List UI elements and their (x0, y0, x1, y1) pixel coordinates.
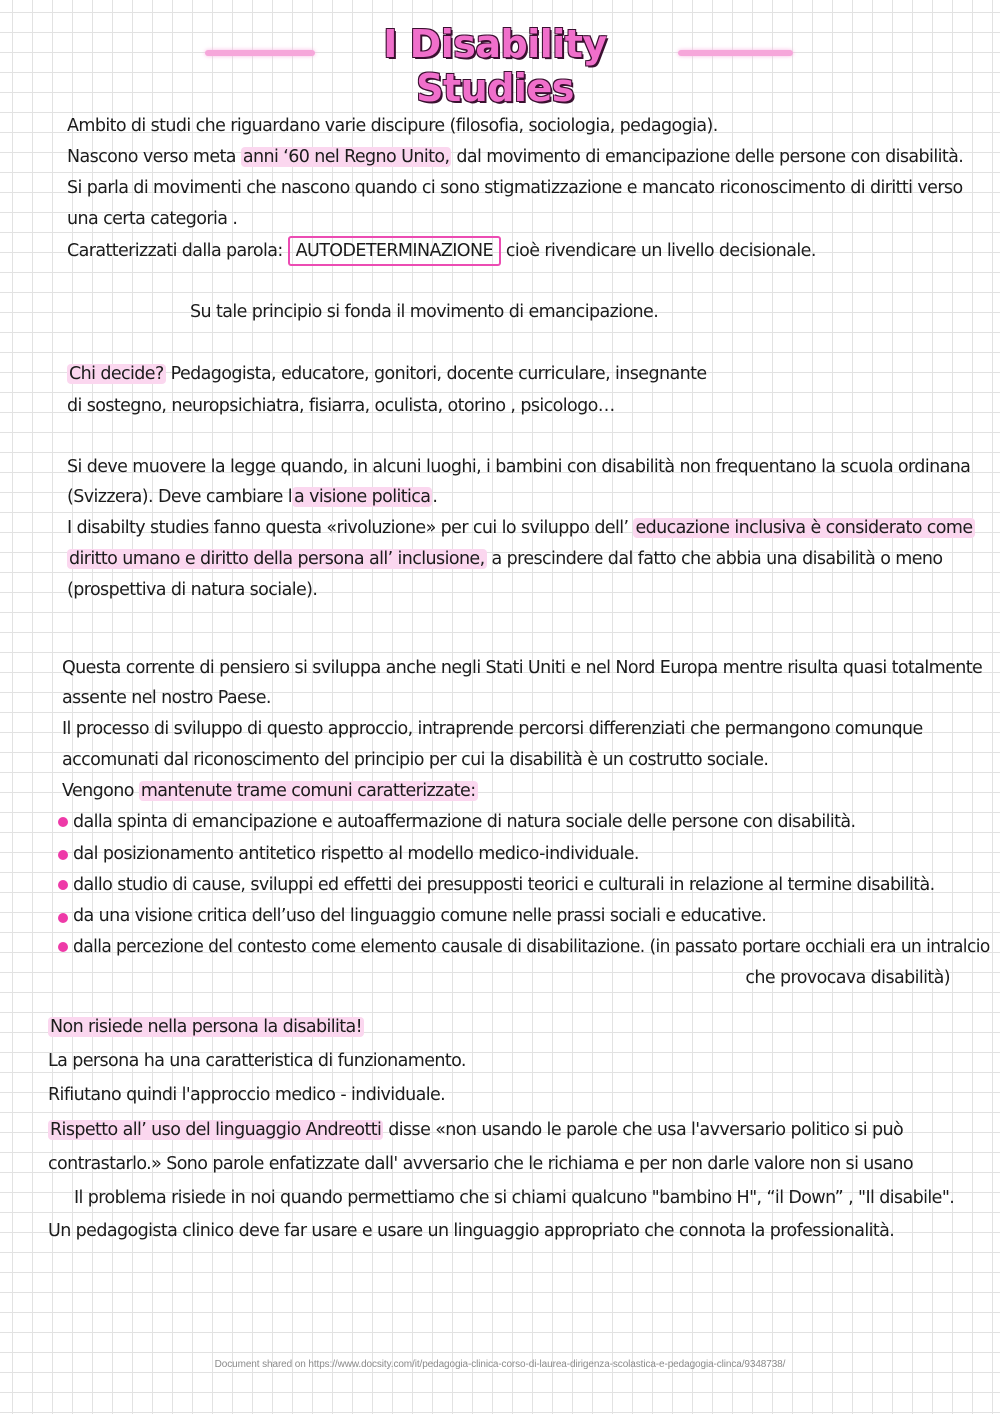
who-line-1-text: Pedagogista, educatore, gonitori, docente curriculare, insegnante (170, 364, 707, 384)
document-footer: Document shared on https://www.docsity.com/it/pedagogia-clinica-corso-di-laurea-dirigenza-scolastica-e-pedagogia-clinca/9348738/ (214, 1359, 786, 1370)
current-line-2: assente nel nostro Paese. (62, 688, 271, 708)
closing-line-3: Rifiutano quindi l'approccio medico - individuale. (48, 1085, 446, 1105)
current-line-1: Questa corrente di pensiero si sviluppa anche negli Stati Uniti e nel Nord Europa mentre risulta quasi totalmente (62, 658, 983, 678)
intro-line-5 (67, 236, 816, 266)
page-title: I Disability Studies (383, 22, 607, 110)
bullet-dot-icon (58, 913, 68, 923)
law-line-3 (67, 516, 975, 540)
bullet-dot-icon (58, 880, 68, 890)
bullet-item-3: dallo studio di cause, sviluppi ed effetti dei presupposti teorici e culturali in relazione al termine disabilità. (73, 875, 935, 895)
law-line-5: (prospettiva di natura sociale). (67, 580, 318, 600)
who-line-1 (67, 362, 707, 386)
intro-line-2-end: dal movimento di emancipazione delle persone con disabilità. (456, 147, 964, 167)
intro-line-4: una certa categoria . (67, 209, 238, 229)
closing-line-5: contrastarlo.» Sono parole enfatizzate dall' avversario che le richiama e per non darle valore non si usano (48, 1154, 914, 1174)
intro-line-3: Si parla di movimenti che nascono quando ci sono stigmatizzazione e mancato riconoscimento di diritti verso (67, 178, 963, 198)
highlight-visione-politica: a visione politica (293, 487, 431, 507)
bullet-item-5: dalla percezione del contesto come elemento causale di disabilitazione. (in passato portare occhiali era un intralcio (73, 937, 990, 957)
highlight-non-risiede: Non risiede nella persona la disabilita! (50, 1017, 363, 1037)
intro-line-1: Ambito di studi che riguardano varie discipure (filosofia, sociologia, pedagogia). (67, 116, 718, 136)
who-line-2: di sostegno, neuropsichiatra, fisiarra, oculista, otorino , psicologo… (67, 396, 615, 416)
law-line-2-end: . (432, 487, 438, 507)
highlight-trame-comuni: mantenute trame comuni caratterizzate: (140, 781, 476, 801)
closing-line-6: Il problema risiede in noi quando permettiamo che si chiami qualcuno "bambino H", “il Down” , "Il disabile". (74, 1188, 955, 1208)
highlight-chi-decide: Chi decide? (69, 364, 164, 384)
intro-line-2-start: Nascono verso meta (67, 147, 236, 167)
law-line-3-start: I disabilty studies fanno questa «rivoluzione» per cui lo sviluppo dell’ (67, 518, 629, 538)
bullet-dot-icon (58, 817, 68, 827)
law-line-2-start: (Svizzera). Deve cambiare l (67, 487, 292, 507)
closing-line-1 (48, 1015, 364, 1039)
closing-line-4 (48, 1118, 903, 1142)
bullet-item-2: dal posizionamento antitetico rispetto al modello medico-individuale. (73, 844, 639, 864)
closing-line-2: La persona ha una caratteristica di funzionamento. (48, 1051, 466, 1071)
bullet-dot-icon (58, 942, 68, 952)
bullet-item-1: dalla spinta di emancipazione e autoaffermazione di natura sociale delle persone con disabilità. (73, 812, 856, 832)
law-line-2 (67, 485, 437, 509)
highlight-diritto-umano: diritto umano e diritto della persona all’ inclusione, (69, 549, 485, 569)
title-block (0, 22, 1000, 110)
title-decoration-left (205, 50, 315, 56)
current-line-5 (62, 779, 478, 803)
title-decoration-right (678, 50, 793, 56)
highlight-andreotti: Rispetto all’ uso del linguaggio Andreotti (50, 1120, 382, 1140)
closing-line-4-end: disse «non usando le parole che usa l'avversario politico si può (388, 1120, 904, 1140)
current-line-5-start: Vengono (62, 781, 134, 801)
bullet-item-5-continuation: che provocava disabilità) (745, 968, 950, 988)
intro-line-2 (67, 145, 963, 169)
highlight-educazione-inclusiva: educazione inclusiva è considerato come (635, 518, 973, 538)
intro-line-5-start: Caratterizzati dalla parola: (67, 241, 283, 261)
highlight-anni-60: anni ‘60 nel Regno Unito, (242, 147, 450, 167)
bullet-item-4: da una visione critica dell’uso del linguaggio comune nelle prassi sociali e educative. (73, 906, 767, 926)
current-line-4: accomunati dal riconoscimento del principio per cui la disabilità è un costrutto sociale. (62, 750, 769, 770)
intro-line-5-end: cioè rivendicare un livello decisionale. (505, 241, 816, 261)
law-line-4-end: a prescindere dal fatto che abbia una disabilità o meno (491, 549, 943, 569)
intro-line-6: Su tale principio si fonda il movimento di emancipazione. (190, 302, 659, 322)
law-line-4 (67, 547, 942, 571)
bullet-dot-icon (58, 850, 68, 860)
keyword-box-autodeterminazione: AUTODETERMINAZIONE (288, 236, 501, 266)
law-line-1: Si deve muovere la legge quando, in alcuni luoghi, i bambini con disabilità non frequentano la scuola ordinana (67, 457, 971, 477)
current-line-3: Il processo di sviluppo di questo approccio, intraprende percorsi differenziati che permangono comunque (62, 719, 923, 739)
closing-line-7: Un pedagogista clinico deve far usare e usare un linguaggio appropriato che connota la professionalità. (48, 1221, 895, 1241)
